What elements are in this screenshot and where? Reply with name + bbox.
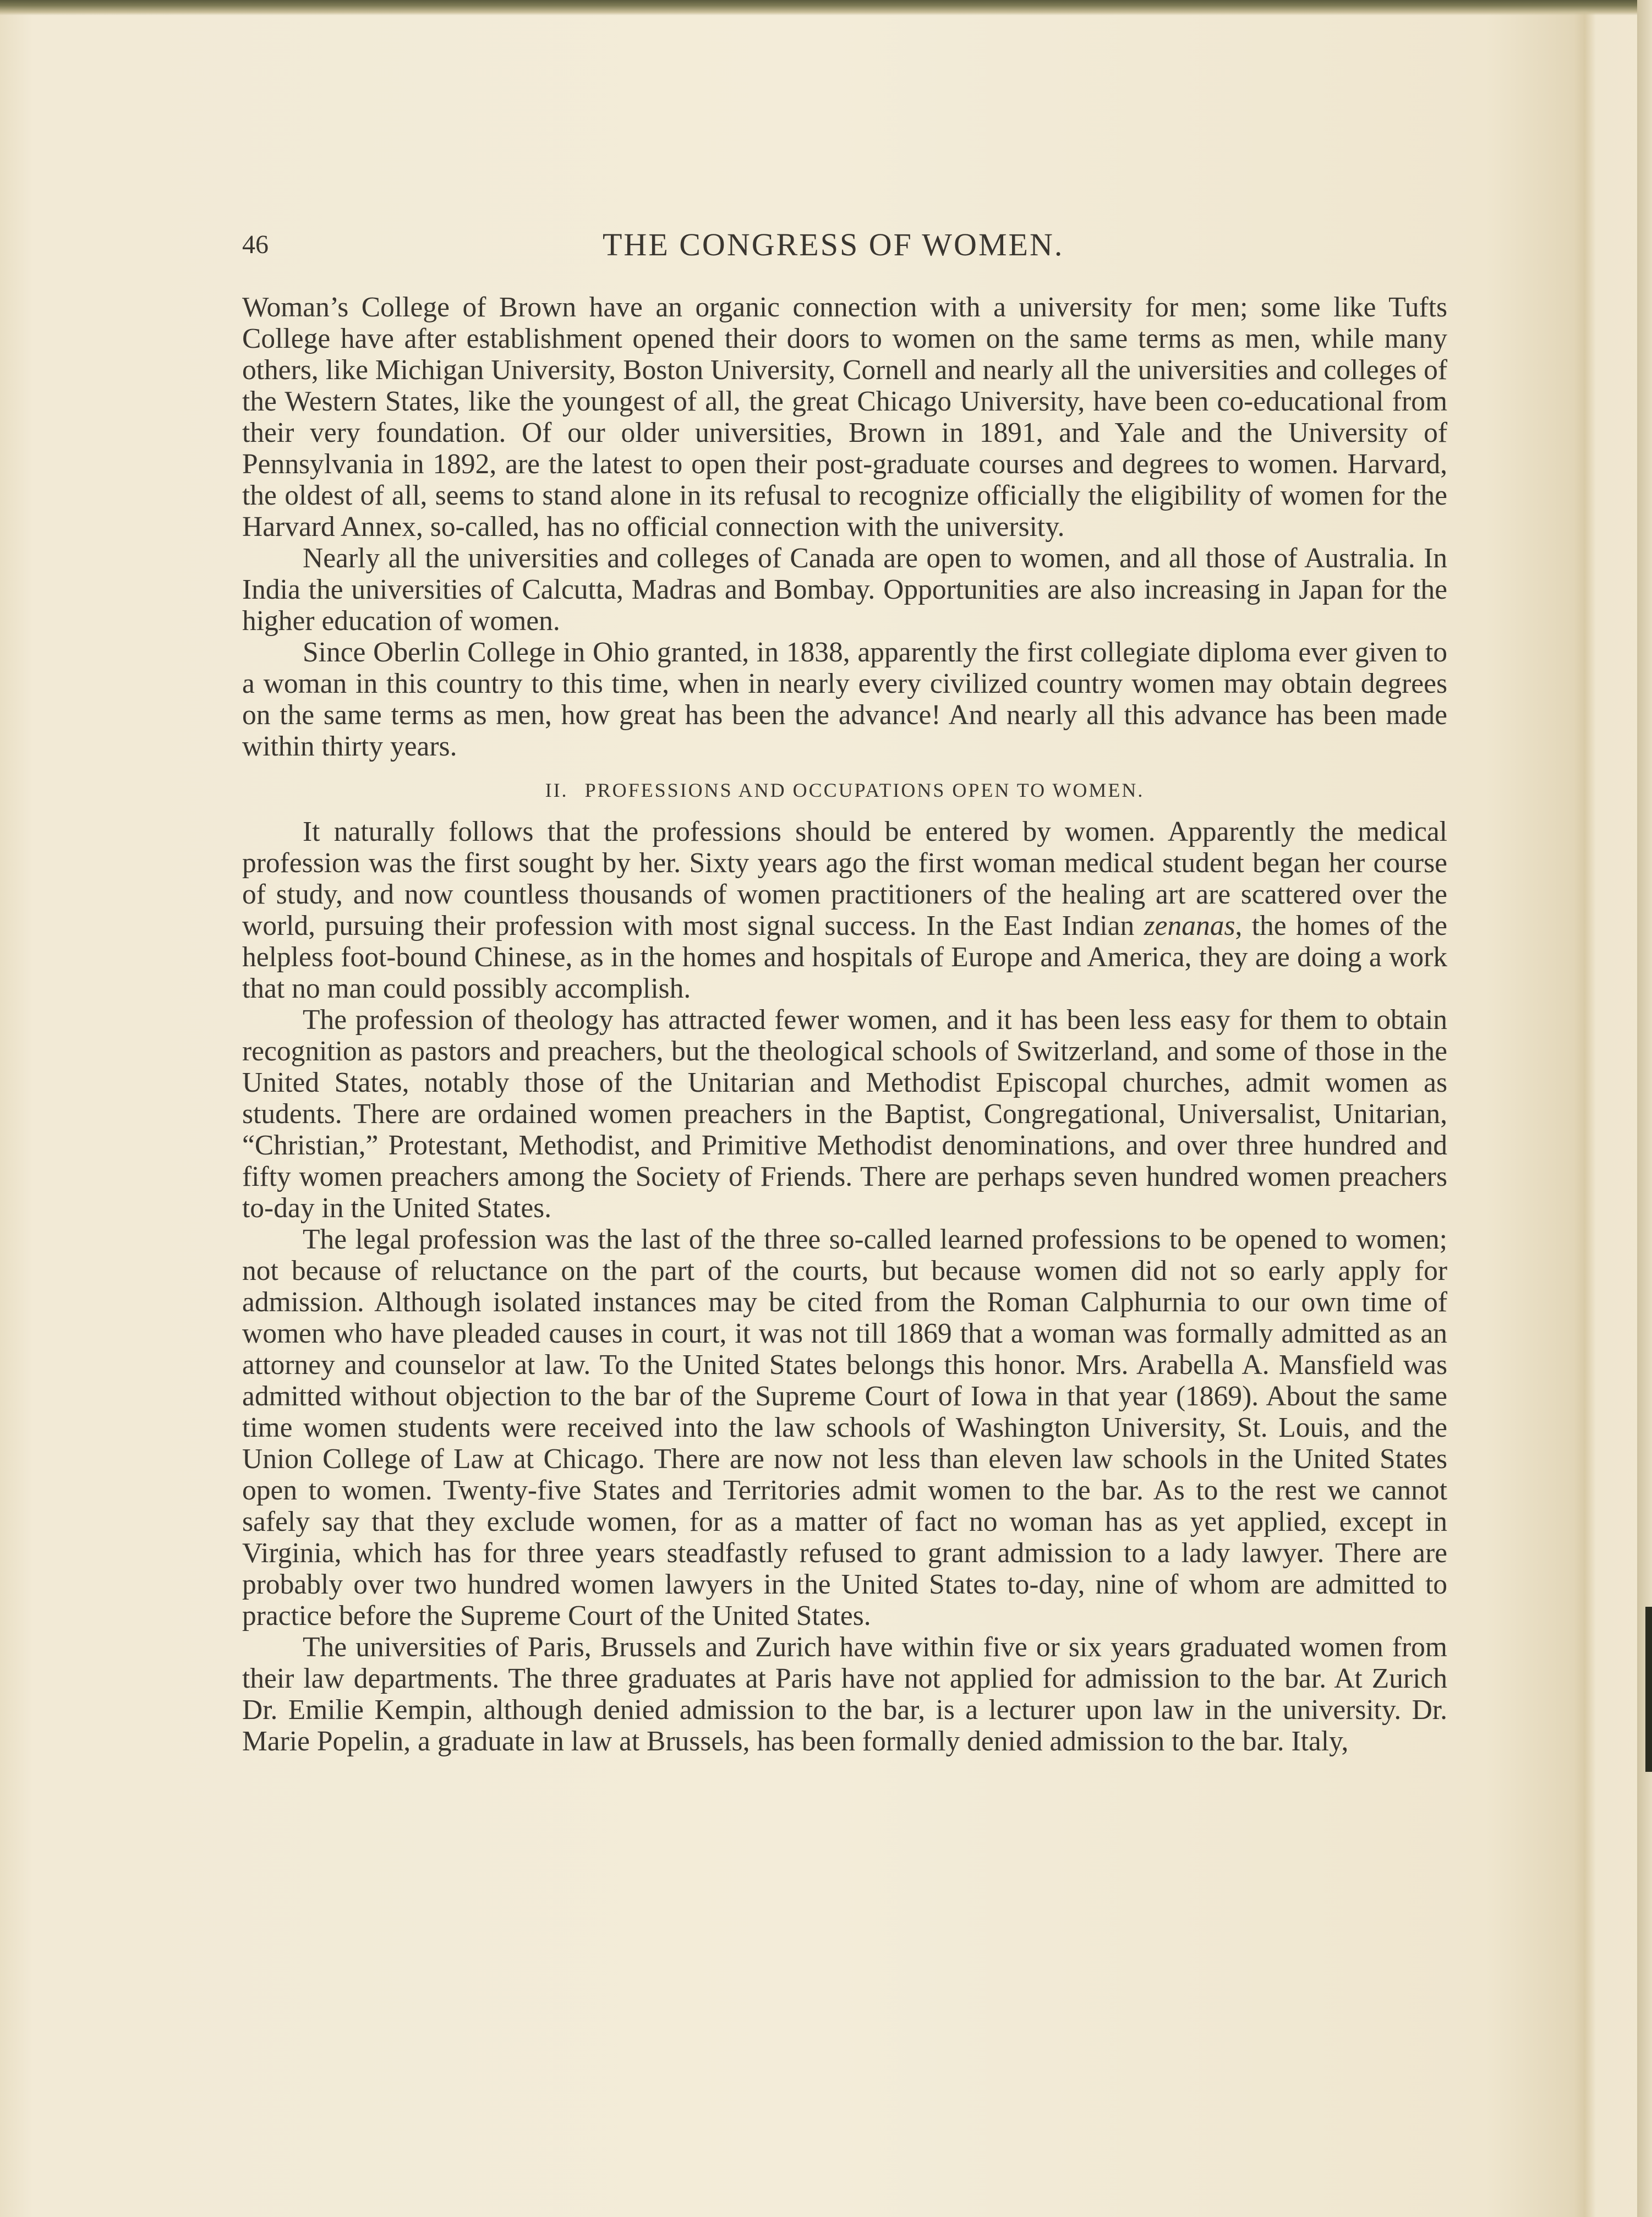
body-text — [242, 292, 1447, 1757]
section-title: PROFESSIONS AND OCCUPATIONS OPEN TO WOMEN. — [584, 779, 1145, 801]
paragraph-theology: The profession of theology has attracted fewer women, and it has been less easy for them to obtain recognition as pastors and preachers, but the theological schools of Switzerland, and some of those in the United States, notably those of the Unitarian and Methodist Episcopal churches, admit women as students. There are ordained women preachers in the Baptist, Congregational, Universalist, Unitarian, “Christian,” Protestant, Methodist, and Primitive Methodist denominations, and over three hundred and fifty women preachers among the Society of Friends. There are perhaps seven hundred women preachers to-day in the United States. — [242, 1004, 1447, 1224]
section-numeral: II. — [545, 779, 568, 801]
paragraph-medical-part2: , the homes of the helpless foot-bound Chinese, as in the homes and hospitals of Europe and America, they are doing a work that no man could possibly accomplish. — [242, 910, 1447, 1004]
binding-shadow — [1645, 1607, 1652, 1772]
paragraph-colleges: Woman’s College of Brown have an organic connection with a university for men; some like Tufts College have after establishment opened their doors to women on the same terms as men, while many others, like Michigan University, Boston University, Cornell and nearly all the universities and colleges of the Western States, like the youngest of all, the great Chicago University, have been co-educational from their very foundation. Of our older universities, Brown in 1891, and Yale and the University of Pennsylvania in 1892, are the latest to open their post-graduate courses and degrees to women. Harvard, the oldest of all, seems to stand alone in its refusal to recognize officially the eligibility of women for the Harvard Annex, so-called, has no official connection with the university. — [242, 292, 1447, 543]
paragraph-medical — [242, 816, 1447, 1004]
page-header — [242, 223, 1453, 267]
paragraph-universities-law: The universities of Paris, Brussels and Zurich have within five or six years graduated women from their law departments. The three graduates at Paris have not applied for admission to the bar. At Zurich Dr. Emilie Kempin, although denied admission to the bar, is a lecturer upon law in the university. Dr. Marie Popelin, a graduate in law at Brussels, has been formally denied admission to the bar. Italy, — [242, 1632, 1447, 1757]
zenanas-term: zenanas — [1144, 910, 1235, 941]
paragraph-legal: The legal profession was the last of the three so-called learned professions to be opened to women; not because of reluctance on the part of the courts, but because women did not so early apply for admission. Although isolated instances may be cited from the Roman Calphurnia to our own time of women who have pleaded causes in court, it was not till 1869 that a woman was formally admitted as an attorney and counselor at law. To the United States belongs this honor. Mrs. Arabella A. Mansfield was admitted without objection to the bar of the Supreme Court of Iowa in that year (1869). About the same time women students were received into the law schools of Washington University, St. Louis, and the Union College of Law at Chicago. There are now not less than eleven law schools in the United States open to women. Twenty-five States and Territories admit women to the bar. As to the rest we cannot safely say that they exclude women, for as a matter of fact no woman has as yet applied, except in Virginia, which has for three years steadfastly refused to grant admission to a lady lawyer. There are probably over two hundred women lawyers in the United States to-day, nine of whom are admitted to practice before the Supreme Court of the United States. — [242, 1224, 1447, 1632]
page-top-edge — [0, 0, 1652, 15]
section-heading — [242, 776, 1447, 804]
page-gutter-edge — [1637, 0, 1652, 2217]
paragraph-medical-part1: It naturally follows that the professions should be entered by women. Apparently the medical profession was the first sought by her. Sixty years ago the first woman medical student began her course of study, and now countless thousands of women practitioners of the healing art are scattered over the world, pursuing their profession with most signal success. In the East Indian — [242, 816, 1447, 941]
running-title: THE CONGRESS OF WOMEN. — [603, 227, 1064, 262]
page-number: 46 — [242, 230, 269, 259]
paragraph-oberlin: Since Oberlin College in Ohio granted, in 1838, apparently the first collegiate diploma ever given to a woman in this country to this time, when in nearly every civilized country women may obtain degrees on the same terms as men, how great has been the advance! And nearly all this advance has been made within thirty years. — [242, 637, 1447, 762]
paragraph-canada: Nearly all the universities and colleges of Canada are open to women, and all those of Australia. In India the universities of Calcutta, Madras and Bombay. Opportunities are also increasing in Japan for the higher education of women. — [242, 543, 1447, 637]
